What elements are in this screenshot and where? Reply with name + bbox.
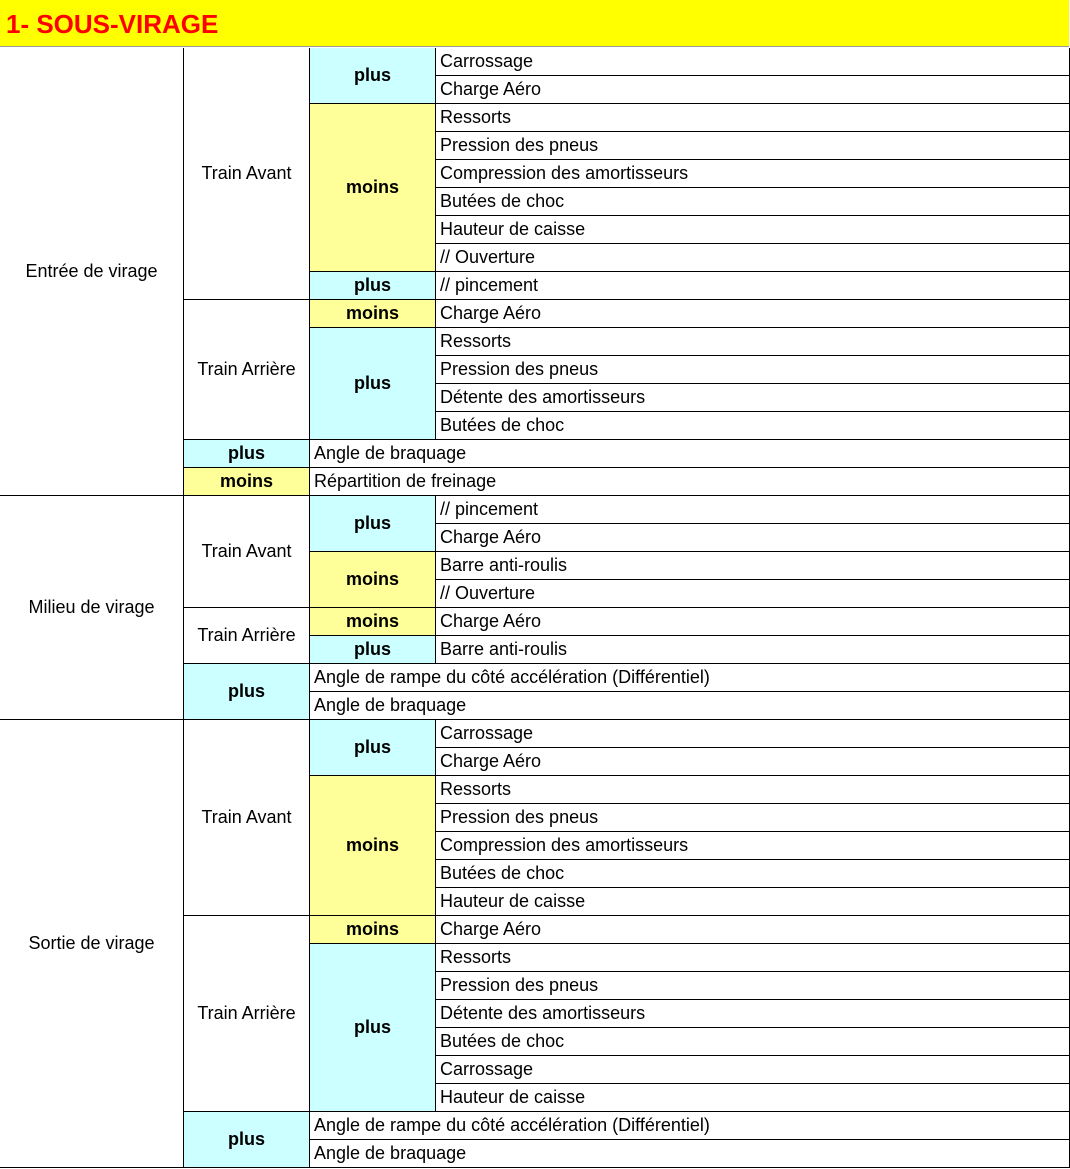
direction-plus: plus xyxy=(310,48,436,104)
setting-item: // pincement xyxy=(436,496,1070,524)
setting-item: Charge Aéro xyxy=(436,916,1070,944)
setting-item: // pincement xyxy=(436,272,1070,300)
direction-moins: moins xyxy=(310,552,436,608)
setting-item: Charge Aéro xyxy=(436,748,1070,776)
setting-item: Hauteur de caisse xyxy=(436,888,1070,916)
direction-moins: moins xyxy=(310,916,436,944)
setting-item: Ressorts xyxy=(436,776,1070,804)
direction-moins: moins xyxy=(310,776,436,916)
direction-plus: plus xyxy=(310,944,436,1112)
setting-item: Angle de braquage xyxy=(310,692,1070,720)
setting-item: Angle de braquage xyxy=(310,1140,1070,1168)
setting-item: Pression des pneus xyxy=(436,356,1070,384)
setting-item: Hauteur de caisse xyxy=(436,1084,1070,1112)
direction-moins: moins xyxy=(310,104,436,272)
setting-item: Carrossage xyxy=(436,48,1070,76)
setting-item: Barre anti-roulis xyxy=(436,636,1070,664)
direction-plus: plus xyxy=(310,636,436,664)
setting-item: Compression des amortisseurs xyxy=(436,160,1070,188)
setting-item: Détente des amortisseurs xyxy=(436,384,1070,412)
setting-item: Angle de braquage xyxy=(310,440,1070,468)
direction-plus: plus xyxy=(184,664,310,720)
axle-label: Train Avant xyxy=(184,48,310,300)
setting-item: Angle de rampe du côté accélération (Différentiel) xyxy=(310,1112,1070,1140)
axle-label: Train Avant xyxy=(184,720,310,916)
direction-plus: plus xyxy=(310,272,436,300)
setting-item: Angle de rampe du côté accélération (Différentiel) xyxy=(310,664,1070,692)
setting-item: Butées de choc xyxy=(436,1028,1070,1056)
setting-item: Ressorts xyxy=(436,328,1070,356)
setting-item: Barre anti-roulis xyxy=(436,552,1070,580)
setting-item: // Ouverture xyxy=(436,244,1070,272)
setting-item: Détente des amortisseurs xyxy=(436,1000,1070,1028)
direction-plus: plus xyxy=(310,496,436,552)
page-title: 1- SOUS-VIRAGE xyxy=(6,9,219,39)
setting-item: Pression des pneus xyxy=(436,804,1070,832)
setting-item: // Ouverture xyxy=(436,580,1070,608)
setting-item: Butées de choc xyxy=(436,188,1070,216)
direction-plus: plus xyxy=(310,328,436,440)
axle-label: Train Avant xyxy=(184,496,310,608)
setting-item: Charge Aéro xyxy=(436,524,1070,552)
phase-label: Entrée de virage xyxy=(0,48,184,496)
setting-item: Carrossage xyxy=(436,720,1070,748)
setting-item: Compression des amortisseurs xyxy=(436,832,1070,860)
setting-item: Butées de choc xyxy=(436,412,1070,440)
direction-plus: plus xyxy=(310,720,436,776)
setting-item: Charge Aéro xyxy=(436,300,1070,328)
setting-item: Pression des pneus xyxy=(436,132,1070,160)
direction-plus: plus xyxy=(184,440,310,468)
phase-label: Sortie de virage xyxy=(0,720,184,1168)
setting-item: Ressorts xyxy=(436,944,1070,972)
axle-label: Train Arrière xyxy=(184,608,310,664)
setting-item: Ressorts xyxy=(436,104,1070,132)
setting-item: Charge Aéro xyxy=(436,76,1070,104)
setting-item: Carrossage xyxy=(436,1056,1070,1084)
setting-item: Hauteur de caisse xyxy=(436,216,1070,244)
setting-item: Butées de choc xyxy=(436,860,1070,888)
phase-label: Milieu de virage xyxy=(0,496,184,720)
title-bar xyxy=(0,0,1069,47)
direction-moins: moins xyxy=(310,608,436,636)
axle-label: Train Arrière xyxy=(184,916,310,1112)
axle-label: Train Arrière xyxy=(184,300,310,440)
direction-plus: plus xyxy=(184,1112,310,1168)
setting-item: Charge Aéro xyxy=(436,608,1070,636)
setting-item: Répartition de freinage xyxy=(310,468,1070,496)
direction-moins: moins xyxy=(310,300,436,328)
direction-moins: moins xyxy=(184,468,310,496)
setting-item: Pression des pneus xyxy=(436,972,1070,1000)
